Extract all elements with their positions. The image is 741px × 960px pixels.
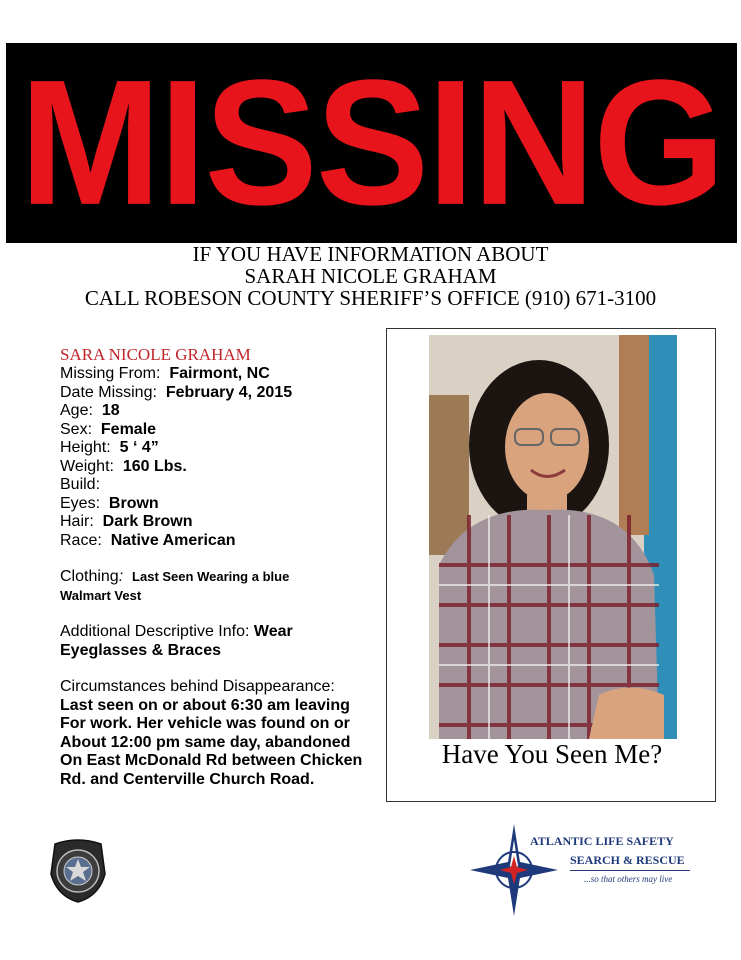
atlantic-life-safety-logo	[466, 822, 706, 918]
person-name: SARA NICOLE GRAHAM	[60, 345, 251, 364]
missing-banner	[6, 43, 737, 243]
age-row	[60, 402, 390, 421]
race-value: Native American	[110, 531, 236, 549]
build-row	[60, 476, 390, 495]
info-line-1: IF YOU HAVE INFORMATION ABOUT	[192, 242, 549, 266]
date-missing-row	[60, 384, 390, 403]
circumstances-block	[60, 678, 390, 789]
race-row	[60, 532, 390, 551]
sheriff-badge-icon	[47, 838, 109, 904]
height-row	[60, 439, 390, 458]
info-header	[0, 243, 741, 309]
height-label: Height:	[60, 439, 111, 456]
info-line-2: SARAH NICOLE GRAHAM	[244, 264, 497, 288]
hair-value: Dark Brown	[102, 513, 193, 530]
additional-value-2: Eyeglasses & Braces	[60, 641, 221, 659]
clothing-value-1: Last Seen Wearing a blue	[132, 569, 290, 584]
person-photo	[429, 335, 677, 739]
photo-frame	[386, 328, 716, 802]
hair-label: Hair:	[60, 513, 94, 530]
logo-line-2: SEARCH & RESCUE	[570, 853, 685, 867]
person-details	[60, 345, 390, 789]
circumstances-label: Circumstances behind Disappearance:	[60, 678, 335, 695]
build-label: Build:	[60, 476, 101, 493]
clothing-colon: :	[118, 568, 124, 585]
sex-value: Female	[100, 420, 157, 438]
age-value: 18	[101, 402, 120, 419]
eyes-row	[60, 495, 390, 514]
weight-value: 160 Lbs.	[122, 457, 187, 475]
clothing-label: Clothing	[60, 568, 119, 585]
sex-row	[60, 421, 390, 440]
eyes-value: Brown	[108, 494, 159, 512]
circumstances-line: For work. Her vehicle was found on or	[60, 715, 350, 732]
circumstances-line: On East McDonald Rd between Chicken	[60, 752, 363, 769]
clothing-value-2: Walmart Vest	[60, 587, 142, 603]
age-label: Age:	[60, 402, 93, 419]
race-label: Race:	[60, 531, 102, 549]
additional-info-block	[60, 623, 390, 660]
height-value: 5 ‘ 4”	[119, 439, 159, 456]
eyes-label: Eyes:	[60, 494, 101, 512]
banner-title: MISSING	[19, 43, 724, 243]
circumstances-line: Last seen on or about 6:30 am leaving	[60, 696, 350, 714]
sex-label: Sex:	[60, 420, 93, 438]
weight-row	[60, 458, 390, 477]
missing-from-label: Missing From:	[60, 365, 161, 382]
logo-tagline: ...so that others may live	[584, 874, 673, 884]
info-line-3: CALL ROBESON COUNTY SHERIFF’S OFFICE (910) 671-3100	[84, 286, 657, 310]
additional-value-1: Wear	[253, 623, 293, 640]
date-missing-value: February 4, 2015	[165, 383, 293, 401]
photo-caption: Have You Seen Me?	[441, 739, 663, 769]
logo-divider	[570, 870, 690, 871]
weight-label: Weight:	[60, 457, 114, 475]
date-missing-label: Date Missing:	[60, 383, 157, 401]
missing-from-value: Fairmont, NC	[169, 365, 270, 382]
circumstances-line: Rd. and Centerville Church Road.	[60, 770, 315, 788]
additional-label: Additional Descriptive Info:	[60, 623, 250, 640]
clothing-block	[60, 568, 390, 605]
person-photo-illustration	[429, 335, 677, 739]
circumstances-line: About 12:00 pm same day, abandoned	[60, 733, 351, 751]
logo-line-1: ATLANTIC LIFE SAFETY	[530, 834, 674, 848]
hair-row	[60, 513, 390, 532]
missing-from-row	[60, 365, 390, 384]
